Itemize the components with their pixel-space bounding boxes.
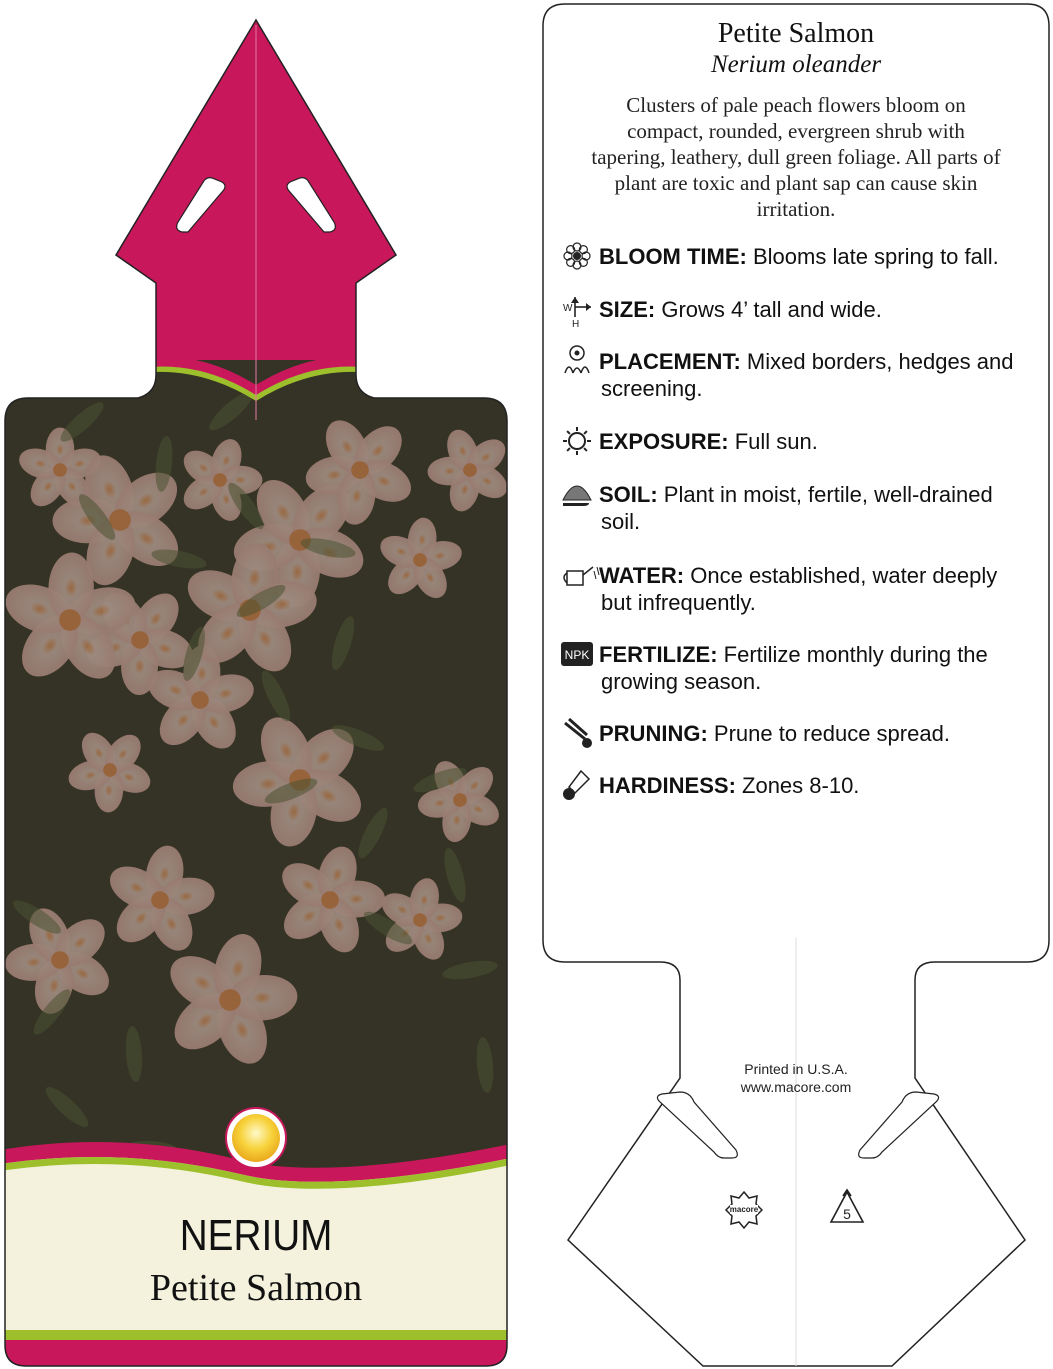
- attribute-label: EXPOSURE:: [599, 429, 735, 454]
- npk-icon: [561, 642, 593, 666]
- attribute-label: SOIL:: [599, 482, 664, 507]
- attribute-row: [565, 719, 950, 748]
- attribute-value: Grows 4’ tall and wide.: [661, 297, 882, 322]
- full-sun-icon: [226, 1108, 286, 1168]
- attribute-value: Prune to reduce spread.: [713, 721, 950, 746]
- svg-text:EXPOSURE: Full sun.: [599, 429, 818, 454]
- description-line: compact, rounded, evergreen shrub with: [627, 119, 965, 143]
- attribute-label: BLOOM TIME:: [599, 244, 753, 269]
- attribute-value-continued: soil.: [601, 509, 641, 534]
- description-line: plant are toxic and plant sap can cause skin: [614, 171, 978, 195]
- attribute-value: Once established, water deeply: [690, 563, 998, 588]
- svg-text:W: W: [563, 303, 573, 314]
- svg-text:BLOOM TIME: Blooms late spring: [599, 244, 999, 269]
- attribute-label: WATER:: [599, 563, 691, 588]
- attribute-label: PLACEMENT:: [599, 349, 747, 374]
- attribute-value: Zones 8-10.: [742, 773, 860, 798]
- attribute-value-continued: but infrequently.: [601, 590, 756, 615]
- front-variety: Petite Salmon: [149, 1267, 363, 1309]
- front-tag-bottom-magenta: [0, 1340, 520, 1369]
- front-tag-bottom-lime: [0, 1330, 520, 1340]
- recycle-code: 5: [843, 1206, 851, 1222]
- attribute-value: Plant in moist, fertile, well-drained: [663, 482, 993, 507]
- svg-text:H: H: [572, 319, 580, 330]
- attribute-label: HARDINESS:: [599, 773, 743, 798]
- attribute-value: Mixed borders, hedges and: [746, 349, 1014, 374]
- svg-text:macore: macore: [729, 1205, 759, 1214]
- botanical-name: Nerium oleander: [710, 51, 882, 78]
- svg-text:PRUNING: Prune to reduce sprea: [599, 721, 950, 746]
- front-tag-top-band: [0, 0, 520, 420]
- website: www.macore.com: [740, 1079, 852, 1095]
- printed-in: Printed in U.S.A.: [744, 1061, 848, 1077]
- front-genus: NERIUM: [179, 1209, 333, 1260]
- plant-photo: [0, 360, 524, 1180]
- description-line: irritation.: [756, 197, 836, 221]
- attribute-row: [563, 771, 859, 800]
- leaf: [0, 372, 28, 388]
- attribute-value-continued: growing season.: [601, 669, 762, 694]
- attribute-value: Fertilize monthly during the: [723, 642, 988, 667]
- description-line: Clusters of pale peach flowers bloom on: [626, 93, 966, 117]
- svg-text:HARDINESS: Zones 8-10.: [599, 773, 859, 798]
- back-title: Petite Salmon: [717, 18, 875, 49]
- svg-text:PLACEMENT: Mixed borders, hedg: [599, 349, 1014, 374]
- attribute-row: [564, 243, 999, 269]
- svg-text:SOIL: Plant in moist, fertile,: [599, 482, 993, 507]
- attribute-row: [563, 427, 818, 455]
- svg-text:WATER: Once established, water: [599, 563, 997, 588]
- svg-text:SIZE: Grows 4’ tall and wide.: [599, 297, 882, 322]
- attribute-value: Blooms late spring to fall.: [752, 244, 999, 269]
- svg-text:NPK: NPK: [564, 648, 590, 662]
- attribute-label: PRUNING:: [599, 721, 714, 746]
- attribute-value-continued: screening.: [601, 376, 703, 401]
- description-line: tapering, leathery, dull green foliage. All parts of: [591, 145, 1001, 169]
- attribute-label: FERTILIZE:: [599, 642, 724, 667]
- attribute-value: Full sun.: [734, 429, 818, 454]
- svg-text:FERTILIZE: Fertilize monthly d: [599, 642, 988, 667]
- attribute-label: SIZE:: [599, 297, 662, 322]
